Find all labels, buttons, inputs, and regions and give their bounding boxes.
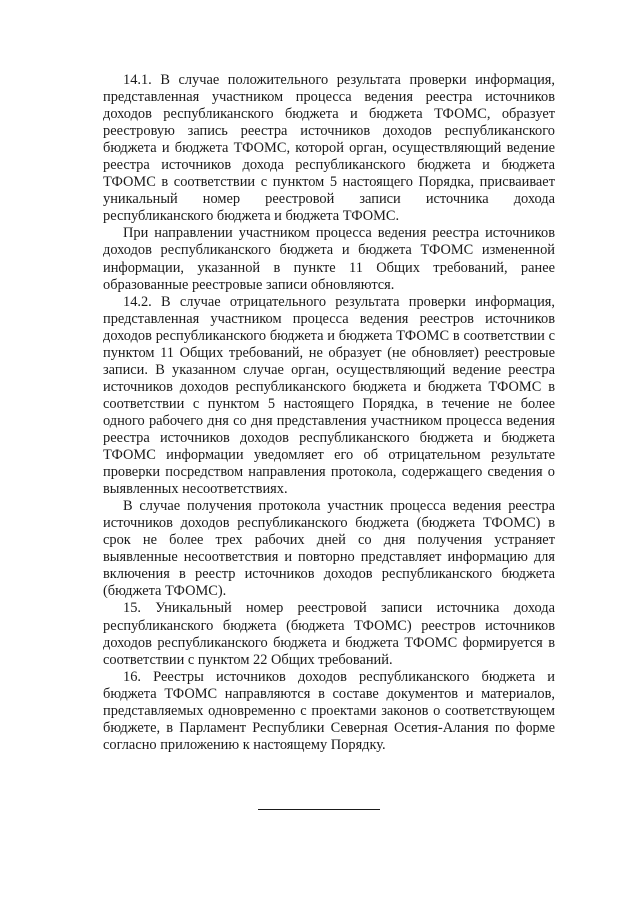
paragraph-14-2: 14.2. В случае отрицательного результата проверки информация, представленная участником процесса ведения реестров источников доходов республиканского бюджета и бюджета ТФОМС в соответствии с пунктом 11 Общих требований, не образует (не обновляет) реестровые записи. В указанном случае орган, осуществляющий ведение реестра источников доходов республиканского бюджета и бюджета ТФОМС в соответствии с пунктом 5 настоящего Порядка, в течение не более одного рабочего дня со дня представления участником процесса ведения реестра источников доходов республиканского бюджета и бюджета ТФОМС информации уведомляет его об отрицательном результате проверки посредством направления протокола, содержащего сведения о выявленных несоответствиях. (103, 293, 555, 498)
paragraph-15: 15. Уникальный номер реестровой записи источника дохода республиканского бюджета (бюджета ТФОМС) реестров источников доходов республиканского бюджета и бюджета ТФОМС формируется в соответствии с пунктом 22 Общих требований. (103, 600, 555, 668)
paragraph-14-1: 14.1. В случае положительного результата проверки информация, представленная участником процесса ведения реестра источников доходов республиканского бюджета и бюджета ТФОМС, образует реестровую запись реестра источников доходов республиканского бюджета и бюджета ТФОМС, которой орган, осуществляющий ведение реестра источников дохода республиканского бюджета и бюджета ТФОМС в соответствии с пунктом 5 настоящего Порядка, присваивает уникальный номер реестровой записи источника дохода республиканского бюджета и бюджета ТФОМС. (103, 72, 555, 225)
document-body (103, 72, 555, 754)
paragraph-14-1-update: При направлении участником процесса ведения реестра источников доходов республиканского бюджета и бюджета ТФОМС измененной информации, указанной в пункте 11 Общих требований, ранее образованные реестровые записи обновляются. (103, 225, 555, 293)
paragraph-14-2-protocol: В случае получения протокола участник процесса ведения реестра источников доходов республиканского бюджета (бюджета ТФОМС) в срок не более трех рабочих дней со дня получения устраняет выявленные несоответствия и повторно представляет информацию для включения в реестр источников доходов республиканского бюджета (бюджета ТФОМС). (103, 498, 555, 600)
end-of-document-rule (258, 809, 380, 810)
paragraph-16: 16. Реестры источников доходов республиканского бюджета и бюджета ТФОМС направляются в составе документов и материалов, представляемых одновременно с проектами законов о соответствующем бюджете, в Парламент Республики Северная Осетия-Алания по форме согласно приложению к настоящему Порядку. (103, 668, 555, 753)
